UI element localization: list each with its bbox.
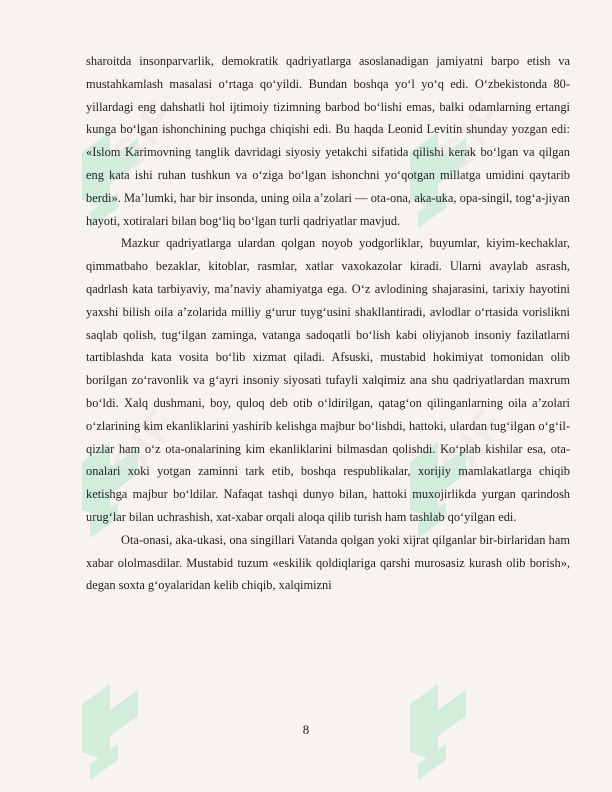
paragraph: Mazkur qadriyatlarga ulardan qolgan noyob yodgorliklar, buyumlar, kiyim-kechaklar, qimmatbaho bezaklar, kitoblar, rasmlar, xatlar vaxokazolar kiradi. Ularni avaylab asrash, qadrlash kata tarbiyaviy, ma’naviy ahamiyatga ega. O‘z avlodining shajarasini, tarixiy hayotini yaxshi bilish oila a’zolarida milliy g‘urur tuyg‘usini shakllantiradi, avlodlar o‘rtasida vorislikni saqlab qolish, tug‘ilgan zaminga, vatanga sadoqatli bo‘lish kabi oliyjanob insoniy fazilatlarni tartiblashda kata vosita bo‘lib xizmat qiladi. Afsuski, mustabid hokimiyat tomonidan olib borilgan zo‘ravonlik va g‘ayri insoniy siyosati tufayli xalqimiz ana shu qadriyatlardan maxrum bo‘ldi. Xalq dushmani, boy, quloq deb otib o‘ldirilgan, qatag‘on qilinganlarning oila a’zolari o‘zlarining kim ekanliklarini yashirib kelishga majbur bo‘lishdi, hattoki, ulardan tug‘ilgan o‘g‘il-qizlar ham o‘z ota-onalarining kim ekanliklarini bilmasdan qolishdi. Ko‘plab kishilar esa, ota- onalari xoki yotgan zaminni tark etib, boshqa respublikalar, xorijiy mamlakatlarga chiqib ketishga majbur bo‘ldilar. Nafaqat tashqi dunyo bilan, hattoki muxojirlikda yurgan qarindosh urug‘lar bilan uchrashish, xat-xabar orqali aloqa qilib turish ham tashlab qo‘yilgan edi. — [86, 236, 570, 524]
watermark-logo-icon — [388, 592, 558, 792]
paragraph: sharoitda insonparvarlik, demokratik qadriyatlarga asoslanadigan jamiyatni barpo etish va mustahkamlash masalasi o‘rtaga qo‘yildi. Bundan boshqa yo‘l yo‘q edi. O‘zbekistonda 80- yillardagi eng dahshatli hol ijtimoiy tizimning barbod bo‘lishi emas, balki odamlarning ertangi kunga bo‘lgan ishonchining puchga chiqishi edi. Bu haqda Leonid Levitin shunday yozgan edi: «Islom Karimovning tanglik davridagi siyosiy yetakchi sifatida qilishi kerak bo‘lgan va qilgan eng kata ishi ruhan tushkun va o‘ziga bo‘lgan ishonchni yo‘qotgan millatga umidini qaytarib berdi». Ma’lumki, har bir insonda, uning oila a’zolari — ota-ona, aka-uka, opa-singil, tog‘a-jiyan hayoti, xotiralari bilan bog‘liq bo‘lgan turli qadriyatlar mavjud. — [86, 54, 570, 228]
document-body — [86, 50, 570, 597]
watermark-letters: SIF — [102, 400, 188, 490]
watermark-letters: SIF — [102, 90, 188, 180]
watermark-letters: SIF — [430, 400, 516, 490]
watermark-logo — [388, 592, 558, 792]
watermark-logo-icon — [60, 592, 230, 792]
watermark-letters: SIF — [430, 90, 516, 180]
watermark-logo — [60, 592, 230, 792]
page-number: 8 — [302, 722, 310, 737]
paragraph: Ota-onasi, aka-ukasi, ona singillari Vatanda qolgan yoki xijrat qilganlar bir-birlaridan ham xabar ololmasdilar. Mustabid tuzum «eskilik qoldiqlariga qarshi murosasiz kurash olib borish», degan soxta g‘oyalaridan kelib chiqib, xalqimizni — [86, 532, 570, 593]
